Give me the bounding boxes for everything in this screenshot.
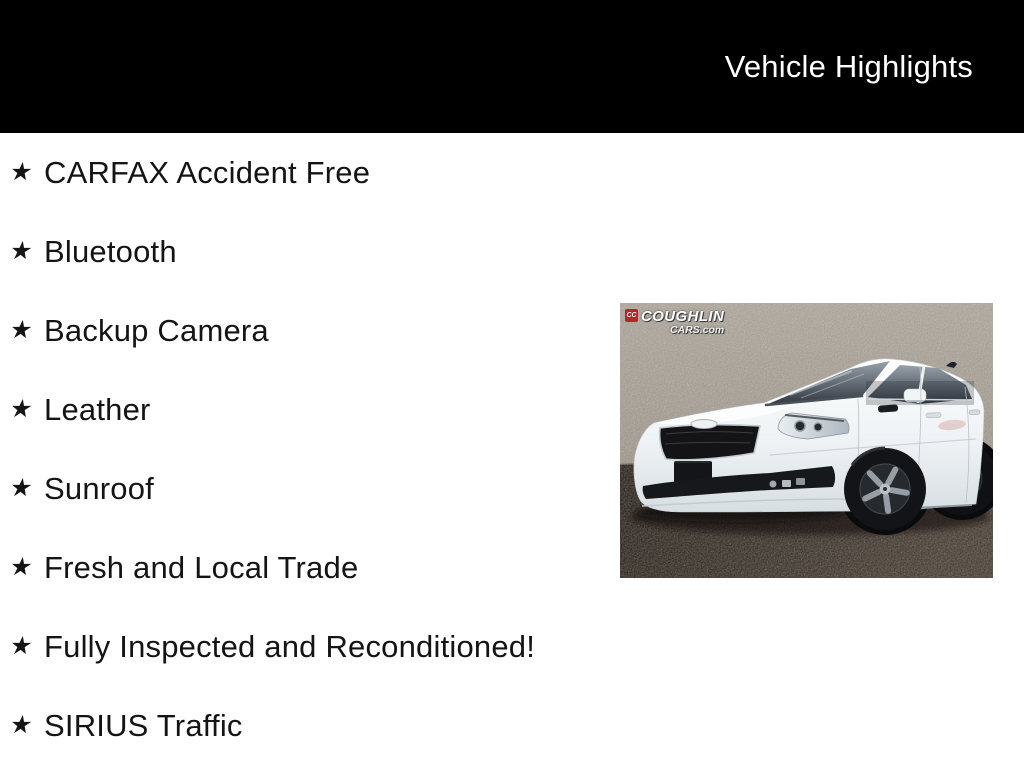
- list-item-label: SIRIUS Traffic: [44, 707, 243, 743]
- list-item: [7, 370, 630, 449]
- page-title: Vehicle Highlights: [724, 48, 973, 84]
- star-bullet-icon: ★: [7, 632, 35, 660]
- list-item: [7, 291, 630, 370]
- list-item-label: Bluetooth: [44, 233, 177, 269]
- star-bullet-icon: ★: [7, 237, 35, 265]
- list-item: [7, 133, 630, 212]
- star-bullet-icon: ★: [7, 711, 35, 739]
- vehicle-photo: [620, 303, 993, 578]
- list-item: [7, 528, 630, 607]
- star-bullet-icon: ★: [7, 316, 35, 344]
- star-bullet-icon: ★: [7, 553, 35, 581]
- dealer-site: CARS.com: [669, 324, 725, 336]
- star-bullet-icon: ★: [7, 395, 35, 423]
- list-item-label: Leather: [44, 391, 151, 427]
- star-bullet-icon: ★: [7, 158, 35, 186]
- header-bar: [0, 0, 1024, 133]
- dealer-name: COUGHLIN: [641, 308, 725, 325]
- list-item: [7, 212, 630, 291]
- list-item: [7, 686, 630, 765]
- list-item-label: Fully Inspected and Reconditioned!: [44, 628, 536, 664]
- list-item-label: Fresh and Local Trade: [44, 549, 359, 585]
- list-item-label: CARFAX Accident Free: [44, 154, 371, 190]
- list-item: [7, 607, 630, 686]
- dealer-logo-icon: CC: [625, 309, 638, 322]
- star-bullet-icon: ★: [7, 474, 35, 502]
- car-illustration: [620, 303, 993, 578]
- dealer-watermark: [625, 309, 724, 336]
- list-item-label: Backup Camera: [44, 312, 269, 348]
- highlights-list: [0, 133, 630, 765]
- list-item: [7, 449, 630, 528]
- list-item-label: Sunroof: [44, 470, 154, 506]
